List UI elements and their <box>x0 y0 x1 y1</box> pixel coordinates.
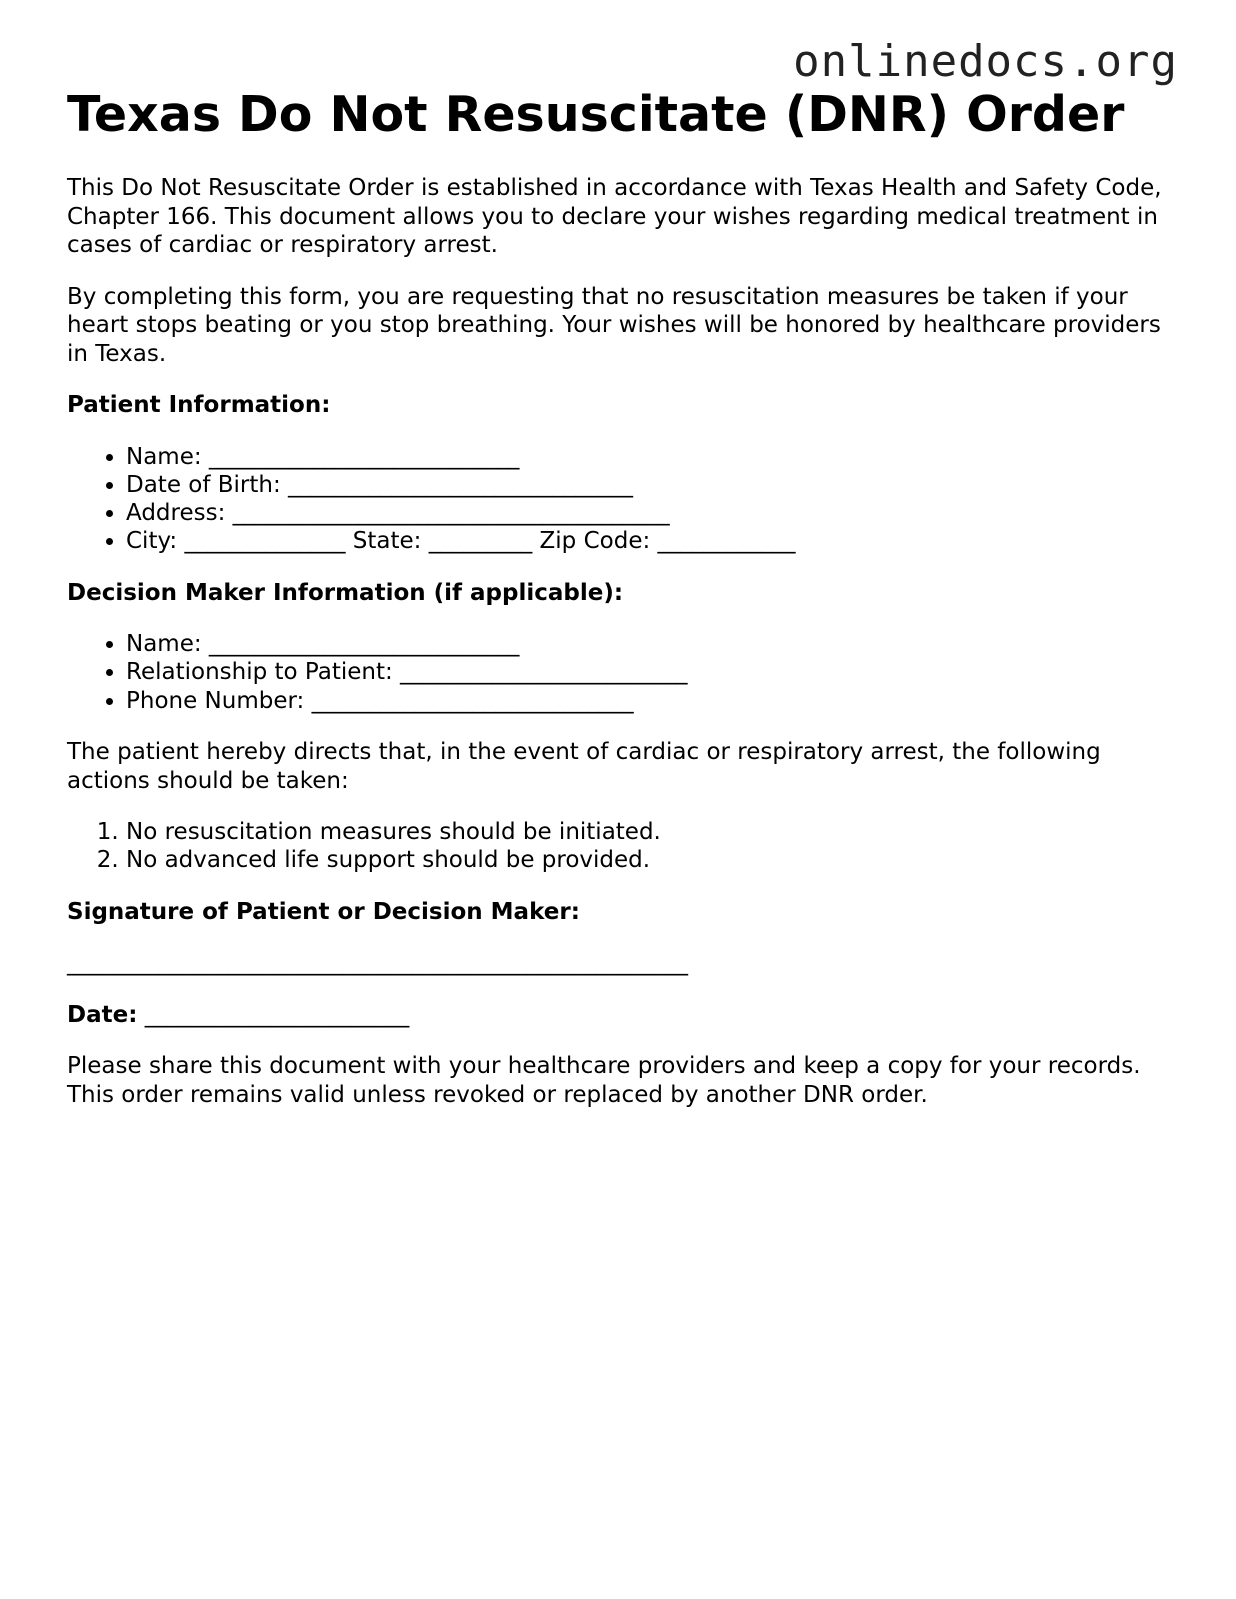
patient-info-heading: Patient Information: <box>67 392 331 418</box>
directive-paragraph: The patient hereby directs that, in the event of cardiac or respiratory arrest, the following actions should be taken: <box>67 739 1101 794</box>
date-field[interactable] <box>67 1001 1177 1030</box>
watermark: onlinedocs.org <box>793 36 1178 87</box>
closing-paragraph: Please share this document with your healthcare providers and keep a copy for your records. This order remains valid unless revoked or replaced by another DNR order. <box>67 1053 1141 1108</box>
patient-dob-field[interactable]: • Date of Birth: ______________________________ <box>126 471 1177 499</box>
directive-action-item: 2. No advanced life support should be provided. <box>126 846 1177 874</box>
directive-action-item: 1. No resuscitation measures should be initiated. <box>126 818 1177 846</box>
decision-maker-relationship-field[interactable]: • Relationship to Patient: _________________________ <box>126 658 1177 686</box>
directive-actions-list <box>67 818 1177 875</box>
patient-info-list <box>67 443 1177 556</box>
patient-name-field[interactable]: • Name: ___________________________ <box>126 443 1177 471</box>
decision-maker-list <box>67 630 1177 715</box>
decision-maker-heading: Decision Maker Information (if applicable): <box>67 579 624 606</box>
patient-city-state-zip-field[interactable]: • City: ______________ State: _________ Zip Code: ____________ <box>126 527 1177 555</box>
intro-paragraph-1: This Do Not Resuscitate Order is established in accordance with Texas Health and Safety Code, Chapter 166. This document allows you to declare your wishes regarding medical treatment in cases of cardiac or respiratory arrest. <box>67 175 1162 258</box>
signature-heading: Signature of Patient or Decision Maker: <box>67 898 580 925</box>
document-title: Texas Do Not Resuscitate (DNR) Order <box>67 86 1125 143</box>
intro-paragraph-2: By completing this form, you are requesting that no resuscitation measures be taken if your heart stops beating or you stop breathing. Your wishes will be honored by healthcare providers in Texas. <box>67 283 1161 367</box>
patient-address-field[interactable]: • Address: ______________________________________ <box>126 499 1177 527</box>
decision-maker-phone-field[interactable]: • Phone Number: ____________________________ <box>126 687 1177 715</box>
date-line[interactable]: _______________________ <box>144 1001 410 1028</box>
date-label: Date: <box>67 1001 138 1028</box>
document-page <box>67 86 1177 1109</box>
decision-maker-name-field[interactable]: • Name: ___________________________ <box>126 630 1177 658</box>
signature-line[interactable]: ______________________________________________________ <box>67 950 688 977</box>
